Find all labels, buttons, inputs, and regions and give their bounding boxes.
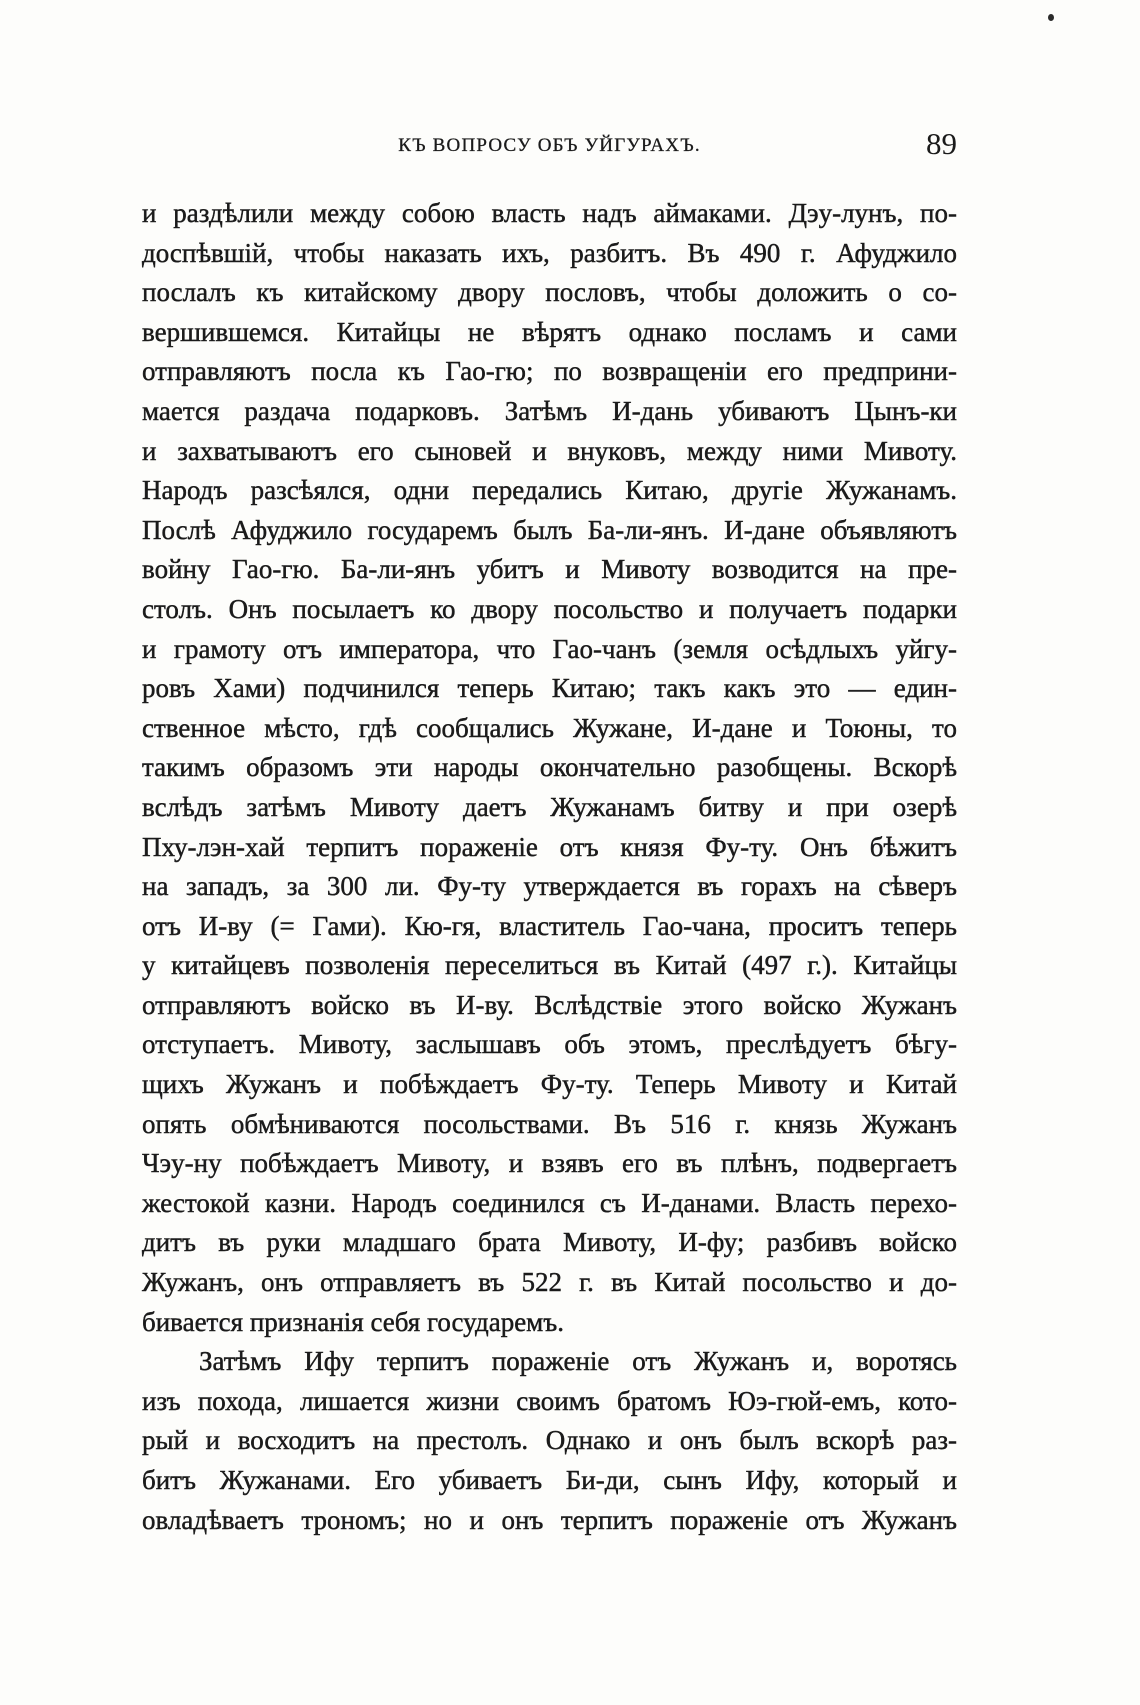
text-line: отъ И-ву (= Гами). Кю-гя, властитель Гао-чана, проситъ теперь (142, 910, 957, 941)
text-line: столъ. Онъ посылаетъ ко двору посольство и получаетъ подарки (142, 593, 957, 624)
text-line: Послѣ Афуджило государемъ былъ Ба-ли-янъ. И-дане объявляютъ (142, 514, 957, 545)
text-line: дитъ въ руки младшаго брата Мивоту, И-фу; разбивъ войско (142, 1227, 957, 1258)
text-line: вершившемся. Китайцы не вѣрятъ однако посламъ и сами (142, 316, 957, 347)
paragraph (142, 194, 957, 1342)
text-line: и захватываютъ его сыновей и внуковъ, между ними Мивоту. (142, 435, 957, 466)
text-line: Затѣмъ Ифу терпитъ пораженіе отъ Жужанъ и, воротясь (199, 1346, 957, 1377)
paragraph (142, 1342, 957, 1540)
text-line: Народъ разсѣялся, одни передались Китаю, другіе Жужанамъ. (142, 475, 957, 506)
text-line: рый и восходитъ на престолъ. Однако и онъ былъ вскорѣ раз- (142, 1425, 957, 1456)
text-line: у китайцевъ позволенія переселиться въ Китай (497 г.). Китайцы (142, 950, 957, 981)
text-line: жестокой казни. Народъ соединился съ И-данами. Власть перехо- (142, 1187, 957, 1218)
text-line: войну Гао-гю. Ба-ли-янъ убитъ и Мивоту возводится на пре- (142, 554, 957, 585)
text-line: и грамоту отъ императора, что Гао-чанъ (земля осѣдлыхъ уйгу- (142, 633, 957, 664)
text-line: отступаетъ. Мивоту, заслышавъ объ этомъ, преслѣдуетъ бѣгу- (142, 1029, 957, 1060)
text-line: такимъ образомъ эти народы окончательно разобщены. Вскорѣ (142, 752, 957, 783)
text-line: мается раздача подарковъ. Затѣмъ И-дань убиваютъ Цынъ-ки (142, 395, 957, 426)
body-text (142, 194, 957, 1540)
text-line: изъ похода, лишается жизни своимъ братомъ Юэ-гюй-емъ, кото- (142, 1385, 957, 1416)
text-line: опять обмѣниваются посольствами. Въ 516 г. князь Жужанъ (142, 1108, 957, 1139)
running-head (142, 126, 957, 166)
text-line: на западъ, за 300 ли. Фу-ту утверждается въ горахъ на сѣверъ (142, 871, 957, 902)
text-line: отправляютъ войско въ И-ву. Вслѣдствіе этого войско Жужанъ (142, 989, 957, 1020)
text-line: Жужанъ, онъ отправляетъ въ 522 г. въ Китай посольство и до- (142, 1267, 957, 1298)
text-line: Чэу-ну побѣждаетъ Мивоту, и взявъ его въ плѣнъ, подвергаетъ (142, 1148, 957, 1179)
text-line: овладѣваетъ трономъ; но и онъ терпитъ пораженіе отъ Жужанъ (142, 1504, 957, 1535)
running-title: КЪ ВОПРОСУ ОБЪ УЙГУРАХЪ. (398, 135, 701, 156)
scan-speck (1048, 14, 1054, 21)
text-line: ственное мѣсто, гдѣ сообщались Жужане, И-дане и Тоюны, то (142, 712, 957, 743)
text-line: Пху-лэн-хай терпитъ пораженіе отъ князя Фу-ту. Онъ бѣжитъ (142, 831, 957, 862)
text-line: ровъ Хами) подчинился теперь Китаю; такъ какъ это — един- (142, 673, 957, 704)
text-line: битъ Жужанами. Его убиваетъ Би-ди, сынъ Ифу, который и (142, 1465, 957, 1495)
text-line: доспѣвшій, чтобы наказать ихъ, разбитъ. Въ 490 г. Афуджило (142, 237, 957, 268)
text-line: щихъ Жужанъ и побѣждаетъ Фу-ту. Теперь Мивоту и Китай (142, 1069, 957, 1100)
page-number: 89 (926, 126, 957, 161)
text-line: отправляютъ посла къ Гао-гю; по возвращеніи его предприни- (142, 356, 957, 387)
text-line: вслѣдъ затѣмъ Мивоту даетъ Жужанамъ битву и при озерѣ (142, 791, 957, 822)
text-line: и раздѣлили между собою власть надъ аймаками. Дэу-лунъ, по- (142, 198, 957, 228)
text-line: послалъ къ китайскому двору пословъ, чтобы доложить о со- (142, 277, 957, 308)
text-line: бивается признанія себя государемъ. (142, 1306, 564, 1337)
